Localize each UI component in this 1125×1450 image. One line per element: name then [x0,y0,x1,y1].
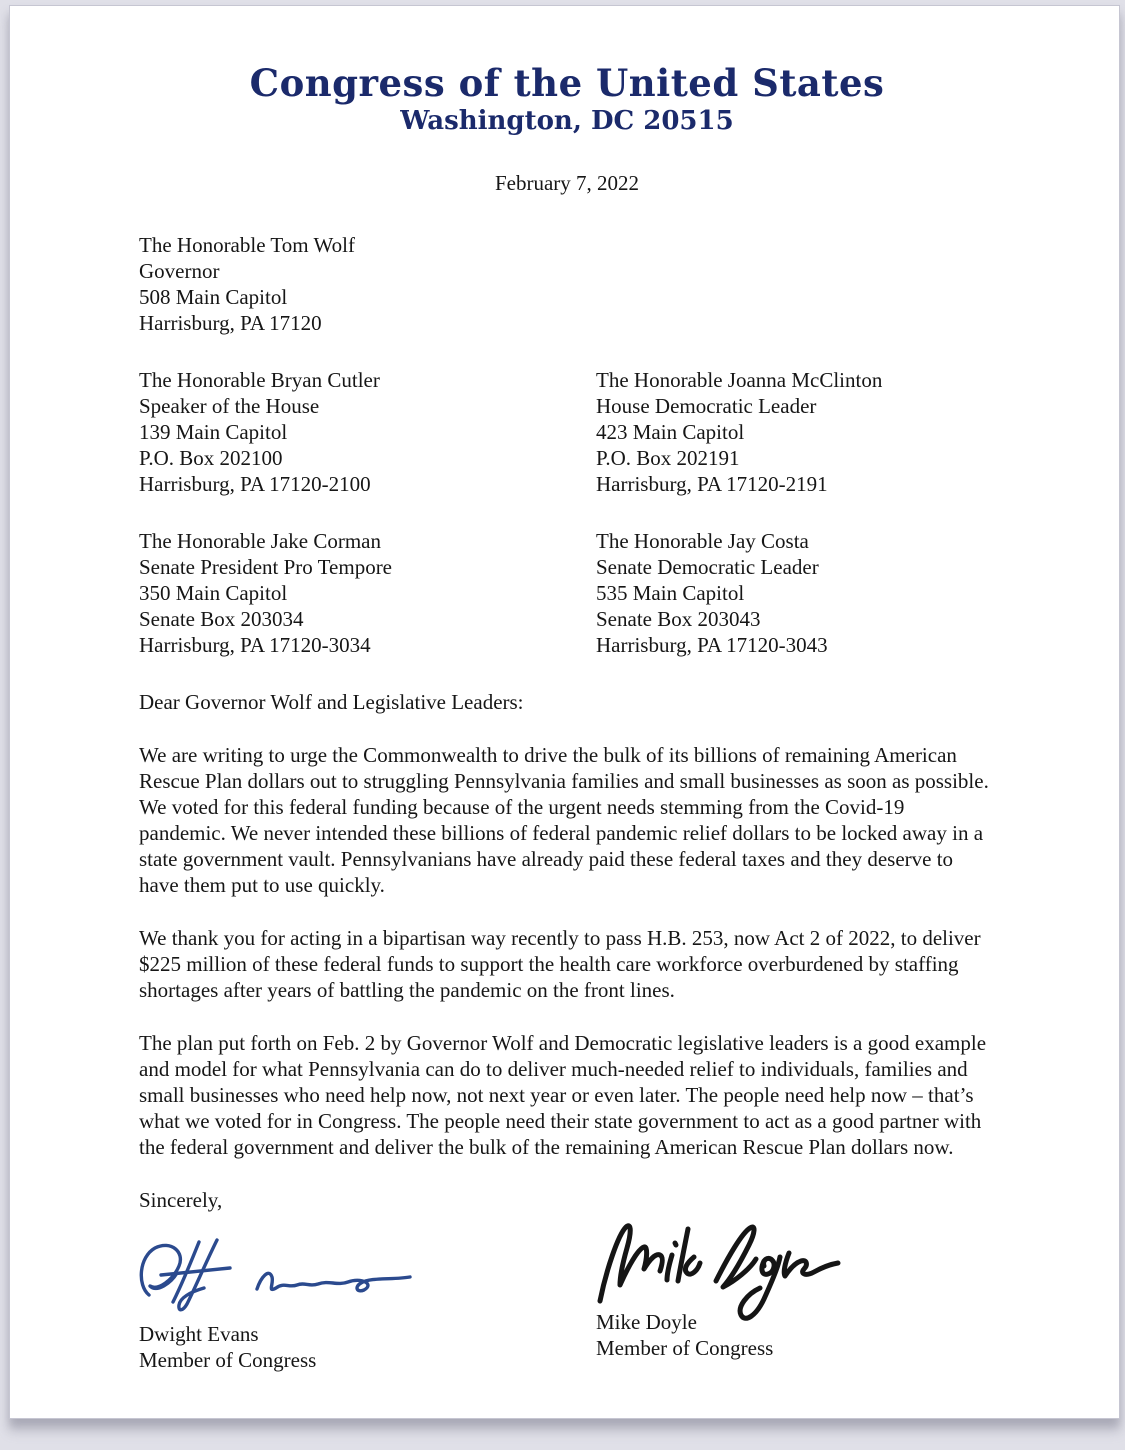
signature-block-mike-doyle [596,1221,995,1373]
recipient-block-mcclinton [596,367,995,497]
addr-line: 139 Main Capitol [139,420,288,444]
addr-line: The Honorable Jay Costa [596,529,809,553]
signer-name: Dwight Evans [139,1322,259,1346]
closing-sincerely: Sincerely, [139,1188,223,1212]
letter-content [139,6,995,1373]
recipient-block-costa [596,528,995,658]
addr-line: 423 Main Capitol [596,420,745,444]
body-paragraph-2: We thank you for acting in a bipartisan way recently to pass H.B. 253, now Act 2 of 2022, to deliver $225 million of these federal funds to support the health care workforce overburdened by staffing shortages after years of battling the pandemic on the front lines. [139,926,981,1002]
addr-line: Harrisburg, PA 17120-3034 [139,633,371,657]
body-paragraph-1: We are writing to urge the Commonwealth to drive the bulk of its billions of remaining American Rescue Plan dollars out to struggling Pennsylvania families and small businesses as soon as possible. We voted for this federal funding because of the urgent needs stemming from the Covid-19 pandemic. We never intended these billions of federal pandemic relief dollars to be locked away in a state government vault. Pennsylvanians have already paid these federal taxes and they deserve to have them put to use quickly. [139,743,989,897]
recipient-block-governor [139,232,995,336]
addr-line: Senate Box 203034 [139,607,304,631]
letterhead-city: Washington, DC 20515 [400,106,734,136]
signer-title: Member of Congress [596,1336,774,1360]
addr-line: P.O. Box 202100 [139,446,283,470]
addr-line: Speaker of the House [139,394,320,418]
addr-line: Harrisburg, PA 17120-2100 [139,472,371,496]
letterhead [139,63,995,136]
recipient-block-cutler [139,367,596,497]
body-paragraph-3: The plan put forth on Feb. 2 by Governor Wolf and Democratic legislative leaders is a good example and model for what Pennsylvania can do to deliver much-needed relief to individuals, families and small businesses who need help now, not next year or even later. The people need help now – that’s what we voted for in Congress. The people need their state government to act as a good partner with the federal government and deliver the bulk of the remaining American Rescue Plan dollars now. [139,1031,987,1159]
addr-line: The Honorable Tom Wolf [139,233,355,257]
recipient-row-1 [139,367,995,497]
addr-line: 535 Main Capitol [596,581,745,605]
addr-line: Harrisburg, PA 17120-2191 [596,472,828,496]
signature-block-dwight-evans [139,1221,596,1373]
addr-line: Governor [139,259,220,283]
addr-line: The Honorable Joanna McClinton [596,368,883,392]
addr-line: Senate Box 203043 [596,607,761,631]
addr-line: Senate President Pro Tempore [139,555,393,579]
recipient-row-2 [139,528,995,658]
signer-name: Mike Doyle [596,1310,697,1334]
addr-line: House Democratic Leader [596,394,817,418]
dwight-evans-signature-icon [133,1235,433,1317]
letter-page [9,5,1120,1419]
signature-row [139,1221,995,1373]
recipient-block-corman [139,528,596,658]
addr-line: Harrisburg, PA 17120 [139,311,322,335]
letterhead-title: Congress of the United States [249,61,885,105]
addr-line: Harrisburg, PA 17120-3043 [596,633,828,657]
addr-line: P.O. Box 202191 [596,446,740,470]
addr-line: The Honorable Jake Corman [139,529,382,553]
salutation: Dear Governor Wolf and Legislative Leaders: [139,690,524,714]
signer-title: Member of Congress [139,1348,317,1372]
addr-line: 350 Main Capitol [139,581,288,605]
addr-line: Senate Democratic Leader [596,555,819,579]
addr-line: The Honorable Bryan Cutler [139,368,380,392]
letter-date: February 7, 2022 [494,171,640,195]
addr-line: 508 Main Capitol [139,285,288,309]
